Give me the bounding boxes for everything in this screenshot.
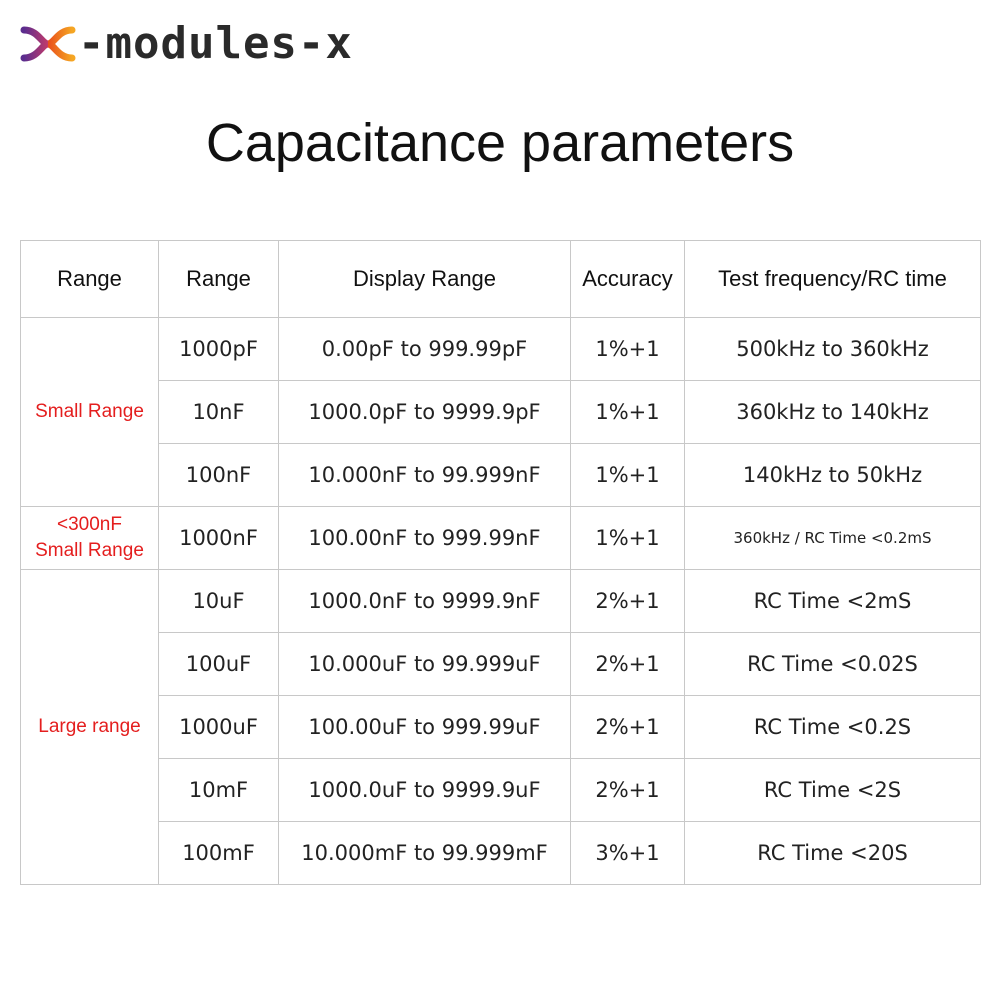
table-header-row (21, 241, 981, 318)
table-row (21, 318, 981, 381)
range-group-label-line: Large range (38, 716, 141, 737)
brand-header (20, 18, 353, 70)
capacitance-table (20, 240, 981, 885)
range-cell: 1000uF (159, 696, 279, 759)
range-group-label (21, 570, 159, 885)
range-cell: 1000pF (159, 318, 279, 381)
test-frequency-cell: RC Time <2mS (685, 570, 981, 633)
table-body (21, 318, 981, 885)
range-cell: 1000nF (159, 507, 279, 570)
test-frequency-cell: 500kHz to 360kHz (685, 318, 981, 381)
range-group-label-line: Small Range (35, 401, 144, 422)
accuracy-cell: 1%+1 (571, 381, 685, 444)
test-frequency-cell: 360kHz to 140kHz (685, 381, 981, 444)
range-cell: 100mF (159, 822, 279, 885)
accuracy-cell: 2%+1 (571, 633, 685, 696)
page-title: Capacitance parameters (205, 113, 795, 173)
column-header-range: Range (159, 241, 279, 318)
test-frequency-cell: RC Time <0.02S (685, 633, 981, 696)
column-header-group-range: Range (21, 241, 159, 318)
test-frequency-cell: RC Time <0.2S (685, 696, 981, 759)
display-range-cell: 1000.0nF to 9999.9nF (279, 570, 571, 633)
table-row (21, 696, 981, 759)
display-range-cell: 10.000uF to 99.999uF (279, 633, 571, 696)
accuracy-cell: 1%+1 (571, 444, 685, 507)
table-row (21, 444, 981, 507)
range-cell: 10uF (159, 570, 279, 633)
test-frequency-cell: RC Time <2S (685, 759, 981, 822)
display-range-cell: 10.000mF to 99.999mF (279, 822, 571, 885)
test-frequency-cell: RC Time <20S (685, 822, 981, 885)
display-range-cell: 100.00nF to 999.99nF (279, 507, 571, 570)
range-cell: 100uF (159, 633, 279, 696)
column-header-display-range: Display Range (279, 241, 571, 318)
display-range-cell: 1000.0uF to 9999.9uF (279, 759, 571, 822)
accuracy-cell: 1%+1 (571, 318, 685, 381)
accuracy-cell: 3%+1 (571, 822, 685, 885)
range-group-label (21, 507, 159, 570)
accuracy-cell: 2%+1 (571, 570, 685, 633)
brand-name: -modules-x (78, 18, 353, 69)
table-row (21, 633, 981, 696)
column-header-accuracy: Accuracy (571, 241, 685, 318)
test-frequency-cell: 360kHz / RC Time <0.2mS (685, 507, 981, 570)
table-row (21, 759, 981, 822)
range-group-label-line: <300nF (57, 514, 122, 535)
display-range-cell: 0.00pF to 999.99pF (279, 318, 571, 381)
column-header-test-frequency: Test frequency/RC time (685, 241, 981, 318)
range-cell: 100nF (159, 444, 279, 507)
display-range-cell: 1000.0pF to 9999.9pF (279, 381, 571, 444)
display-range-cell: 100.00uF to 999.99uF (279, 696, 571, 759)
range-cell: 10nF (159, 381, 279, 444)
accuracy-cell: 2%+1 (571, 696, 685, 759)
test-frequency-cell: 140kHz to 50kHz (685, 444, 981, 507)
display-range-cell: 10.000nF to 99.999nF (279, 444, 571, 507)
range-group-label-line: Small Range (35, 540, 144, 561)
table-row (21, 822, 981, 885)
accuracy-cell: 1%+1 (571, 507, 685, 570)
range-group-label (21, 318, 159, 507)
x-logo-icon (20, 20, 76, 68)
table-row (21, 507, 981, 570)
table-row (21, 570, 981, 633)
table-row (21, 381, 981, 444)
range-cell: 10mF (159, 759, 279, 822)
accuracy-cell: 2%+1 (571, 759, 685, 822)
